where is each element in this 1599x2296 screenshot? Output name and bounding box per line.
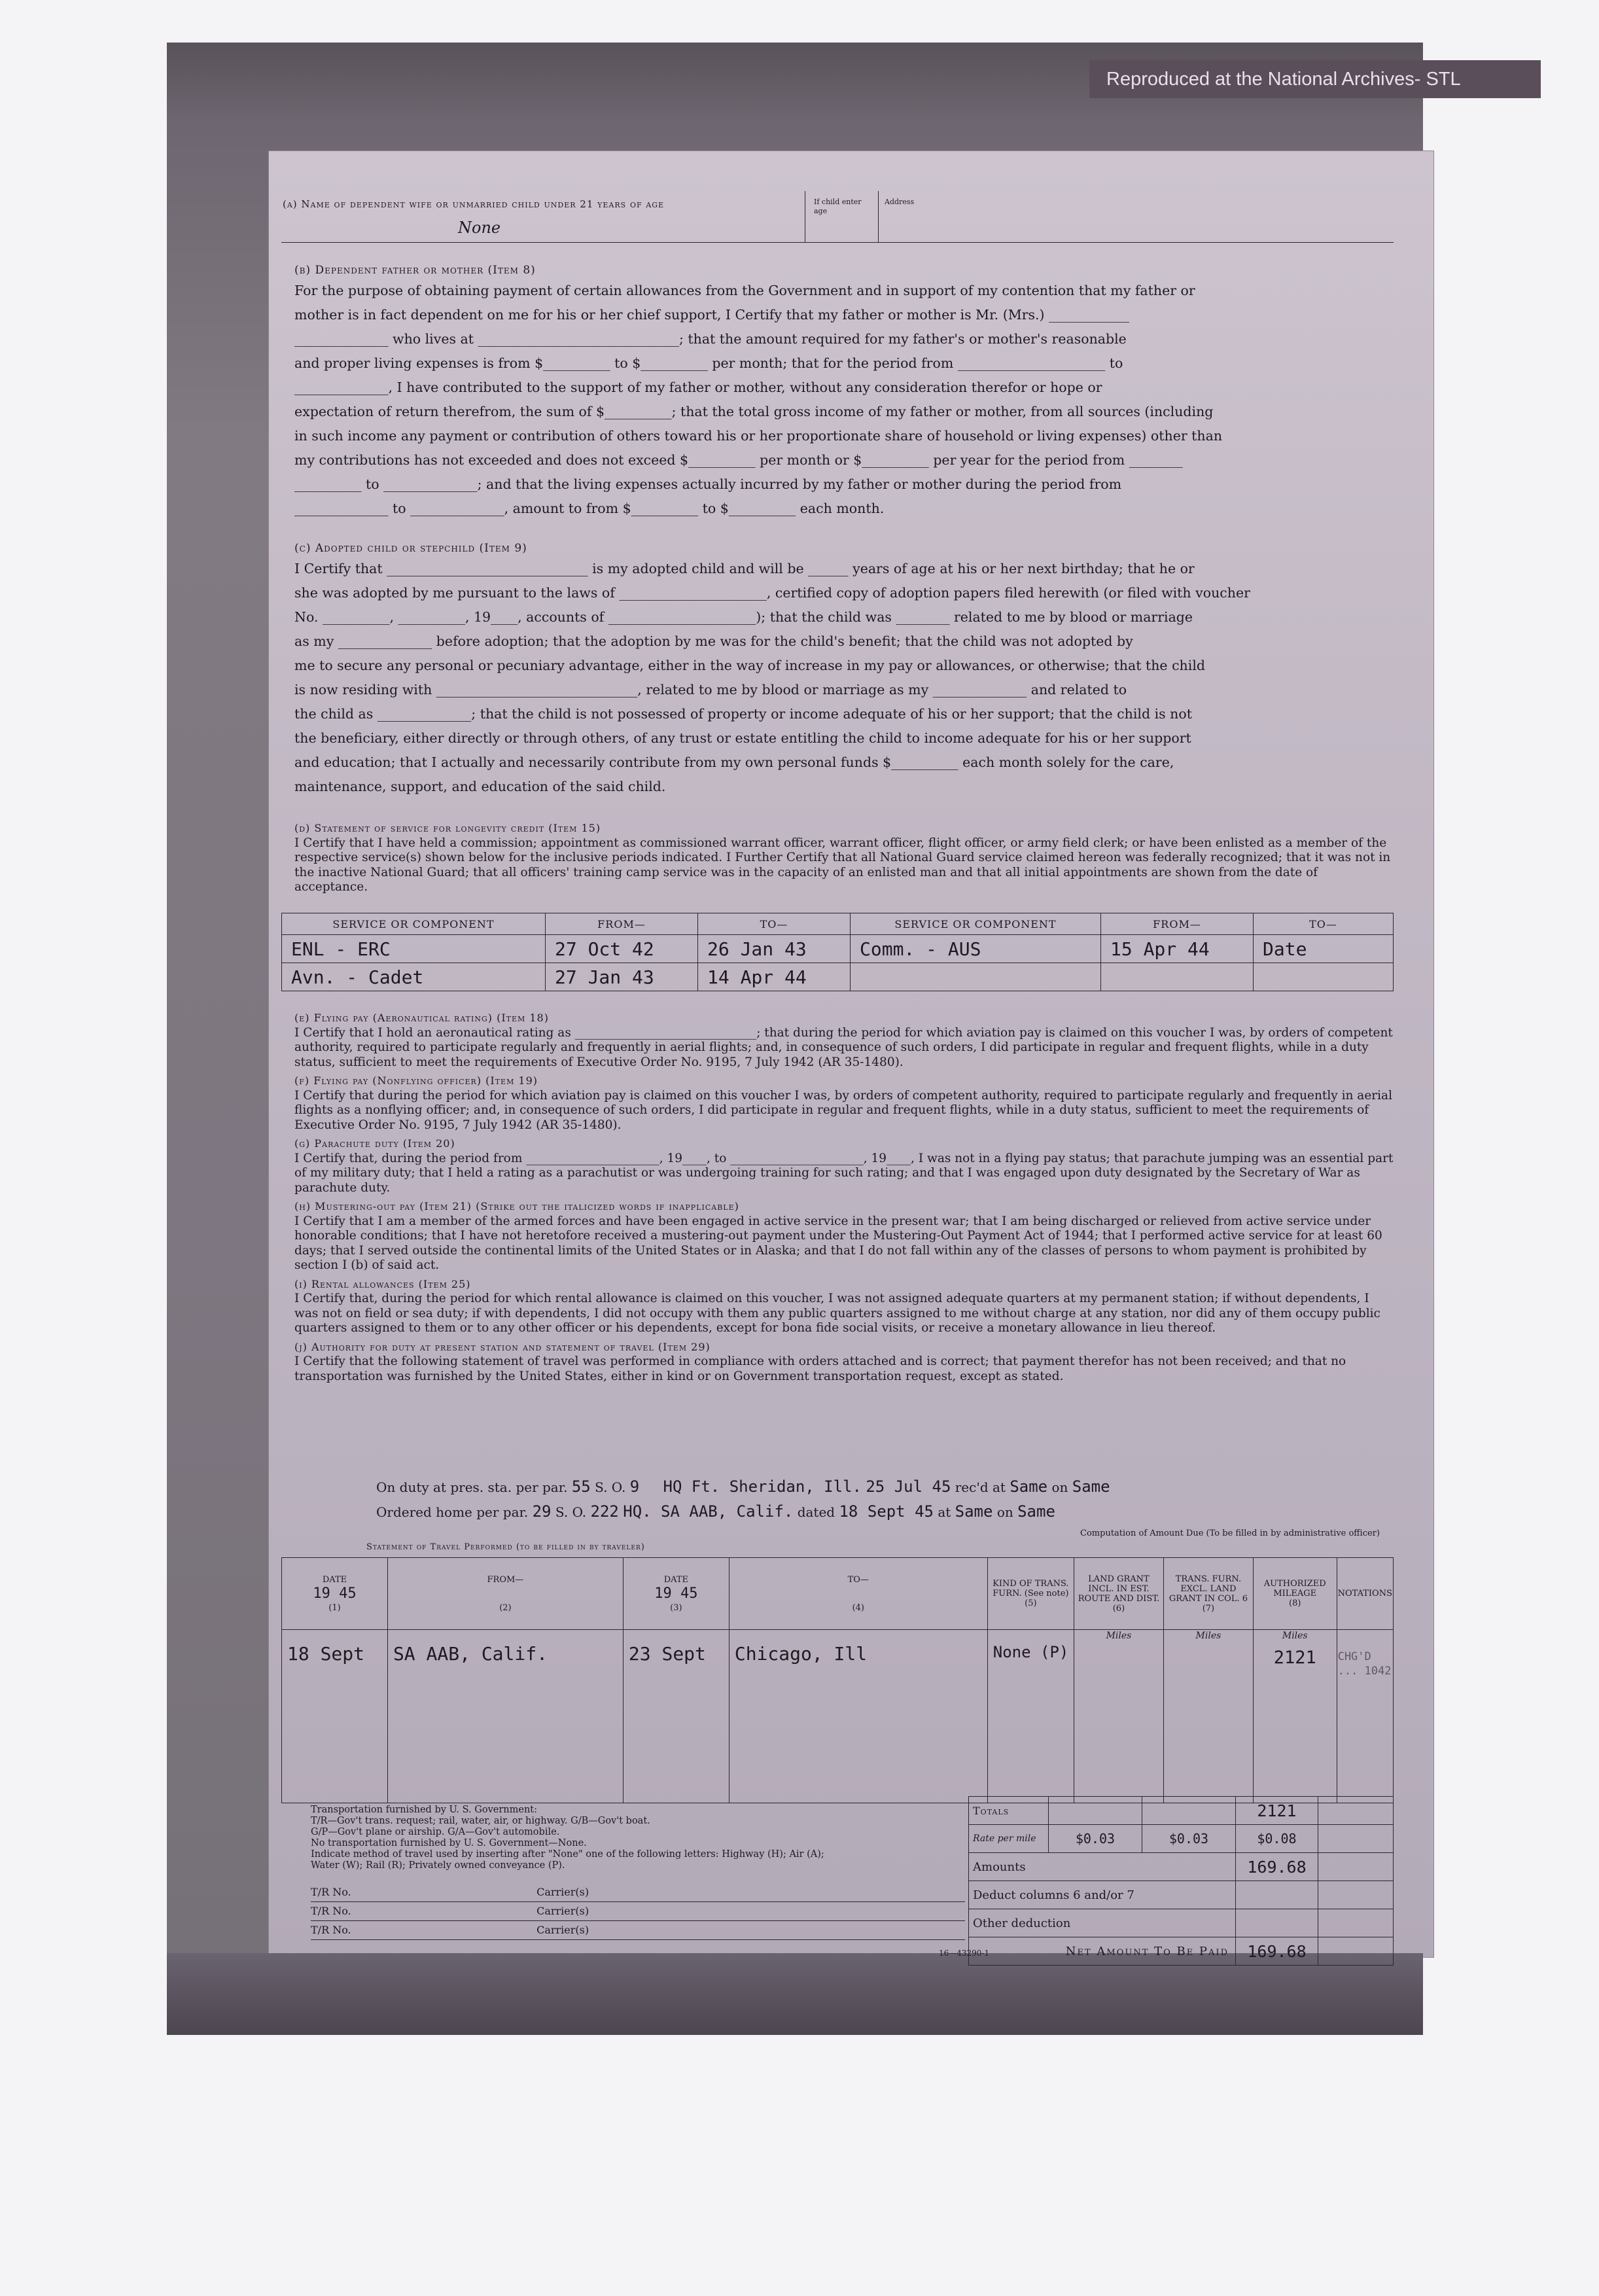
section-a xyxy=(281,191,1394,242)
sections-e-to-j xyxy=(294,1011,1394,1384)
section-a-label: (a) Name of dependent wife or unmarried child under 21 years of age xyxy=(283,198,665,210)
tr-row xyxy=(311,1921,965,1940)
col-header: NOTATIONS xyxy=(1337,1558,1393,1630)
tr-row xyxy=(311,1902,965,1921)
form-number: 16—43290-1 xyxy=(939,1949,990,1958)
col6-unit: Miles xyxy=(1074,1630,1163,1803)
tr-row xyxy=(311,1883,965,1902)
section-d xyxy=(294,821,1394,895)
col-top: FROM— xyxy=(487,1574,524,1585)
note-line: Indicate method of travel used by inserting after "None" one of the following letters: Highway (H); Air (A); xyxy=(311,1849,824,1860)
col-header: TO— xyxy=(1254,913,1394,935)
col-top: LAND GRANT INCL. IN EST. ROUTE AND DIST. xyxy=(1078,1574,1160,1604)
col-top: AUTHORIZED MILEAGE xyxy=(1263,1579,1326,1598)
amounts-value: 169.68 xyxy=(1236,1853,1318,1881)
section-i-text: I Certify that, during the period for which rental allowance is claimed on this voucher, I was not assigned adequate quarters at my permanent station; if without dependents, I was not on field or sea duty; if with dependents, I did not occupy with them any public quarters assigned to me without charge at any station, nor did any of them occupy public quarters assigned to them or to any other officer or his dependents, except for bona fide social visits, or receive a monetary allowance in lieu thereof. xyxy=(294,1292,1380,1335)
col-header xyxy=(729,1558,987,1630)
archives-watermark: Reproduced at the National Archives- STL xyxy=(1089,60,1541,98)
home-par: 29 xyxy=(532,1502,552,1521)
section-j-title: (j) Authority for duty at present station and statement of travel (Item 29) xyxy=(294,1340,711,1353)
amount-summary xyxy=(968,1796,1394,1966)
section-f-text: I Certify that during the period for which aviation pay is claimed on this voucher I was, by orders of competent authority, required to participate regularly and frequently in aerial flights as a nonflying officer; and, in consequence of such orders, I did participate in regular and frequent flights, while in a duty status, sufficient to meet the requirements of Executive Order No. 9195, 7 July 1942 (AR 35-1480). xyxy=(294,1088,1392,1132)
tr-carrier: Carrier(s) xyxy=(536,1905,589,1917)
amounts-label: Amounts xyxy=(969,1853,1236,1881)
table-row xyxy=(969,1909,1394,1937)
totals-label: Totals xyxy=(969,1797,1049,1825)
service-table-header xyxy=(282,913,1394,935)
section-c-line: she was adopted by me pursuant to the laws of ______________________, certified copy of adoption papers filed herewith (or filed with voucher xyxy=(294,585,1250,601)
duty-recd: Same xyxy=(1010,1477,1048,1496)
col7-unit: Miles xyxy=(1163,1630,1253,1803)
col-num: (7) xyxy=(1202,1603,1215,1614)
service-cell xyxy=(1101,963,1254,991)
other-deduction-label: Other deduction xyxy=(969,1909,1236,1937)
col-header xyxy=(282,1558,388,1630)
totals-value: 2121 xyxy=(1236,1797,1318,1825)
section-a-address-col: Address xyxy=(885,198,915,206)
section-c-line: the child as ______________; that the child is not possessed of property or income adequate of his or her support; that the child is not xyxy=(294,706,1192,722)
section-a-entry: None xyxy=(458,219,501,237)
transport-notes xyxy=(311,1805,965,1871)
home-hq: HQ. SA AAB, Calif. xyxy=(623,1502,794,1521)
section-c-line: I Certify that ______________________________ is my adopted child and will be ______ years of age at his or her next birthday; that he or xyxy=(294,561,1195,576)
col-top: DATE xyxy=(322,1574,347,1585)
travel-to: Chicago, Ill xyxy=(729,1630,987,1803)
col-year: 19 45 xyxy=(313,1585,357,1602)
duty-on: Same xyxy=(1072,1477,1110,1496)
col-year: 19 45 xyxy=(654,1585,698,1602)
col-header xyxy=(1163,1558,1253,1630)
col-header: SERVICE OR COMPONENT xyxy=(282,913,546,935)
service-cell xyxy=(851,963,1101,991)
note-line: Transportation furnished by U. S. Government: xyxy=(311,1805,538,1815)
home-line: Ordered home per par. 29 S. O. 222 HQ. SA AAB, Calif. dated 18 Sept 45 at Same on Same xyxy=(376,1502,1055,1521)
deduct-label: Deduct columns 6 and/or 7 xyxy=(969,1881,1236,1909)
tr-lines xyxy=(311,1883,965,1940)
duty-label: On duty at pres. sta. per par. xyxy=(376,1479,568,1495)
col-header: FROM— xyxy=(546,913,698,935)
col-header xyxy=(387,1558,623,1630)
section-b-line: in such income any payment or contribution of others toward his or her proportionate share of household or living expenses) other than xyxy=(294,428,1223,444)
col-num: (3) xyxy=(670,1602,682,1613)
travel-computation-header: Computation of Amount Due (To be filled in by administrative officer) xyxy=(1080,1528,1380,1538)
col-top: KIND OF TRANS. FURN. (See note) xyxy=(993,1579,1069,1598)
note-line: Water (W); Rail (R); Privately owned conveyance (P). xyxy=(311,1860,565,1871)
col-num: (1) xyxy=(328,1602,341,1613)
section-c-line: me to secure any personal or pecuniary advantage, either in the way of increase in my pay or allowances, or otherwise; that the child xyxy=(294,658,1205,673)
service-cell: 15 Apr 44 xyxy=(1101,935,1254,963)
travel-mileage-cell xyxy=(1253,1630,1337,1803)
section-c-line: No. __________, __________, 19____, accounts of ______________________); that the child was ________ related to me by blood or marriage xyxy=(294,609,1193,625)
tr-label: T/R No. xyxy=(311,1905,351,1917)
rate-col6: $0.03 xyxy=(1049,1825,1142,1853)
tr-label: T/R No. xyxy=(311,1924,351,1936)
col-header xyxy=(1253,1558,1337,1630)
section-c-line: is now residing with ______________________________, related to me by blood or marriage as my ______________ and related to xyxy=(294,682,1127,698)
col-header: TO— xyxy=(698,913,851,935)
home-on: Same xyxy=(1017,1502,1055,1521)
duty-line: On duty at pres. sta. per par. 55 S. O. 9 HQ Ft. Sheridan, Ill. 25 Jul 45 rec'd at Same on Same xyxy=(376,1477,1110,1496)
col-top: DATE xyxy=(663,1574,688,1585)
col-header xyxy=(1074,1558,1163,1630)
travel-notation xyxy=(1337,1630,1393,1803)
tr-carrier: Carrier(s) xyxy=(536,1924,589,1936)
service-table xyxy=(281,913,1394,991)
section-d-text: I Certify that I have held a commission; appointment as commissioned warrant officer, warrant officer, flight officer, or army field clerk; or have been enlisted as a member of the respective service(s) shown below for the inclusive periods indicated. I Further Certify that all National Guard service claimed hereon was federally recognized; that it was not in the inactive National Guard; that all officers' training camp service was in the capacity of an enlisted man and that all initial appointments are shown from the date of acceptance. xyxy=(294,836,1391,894)
home-so: 222 xyxy=(590,1502,619,1521)
section-h-title: (h) Mustering-out pay (Item 21) (Strike out the italicized words if inapplicable) xyxy=(294,1200,739,1212)
section-g-title: (g) Parachute duty (Item 20) xyxy=(294,1137,455,1150)
travel-statement-header: Statement of Travel Performed (to be filled in by traveler) xyxy=(366,1542,645,1552)
col-num: (4) xyxy=(852,1602,865,1613)
section-e-text: I Certify that I hold an aeronautical rating as ______________________________; that during the period for which aviation pay is claimed on this voucher I was, by orders of competent authority, required to participate regularly and frequently in aerial flights; and, in consequence of such orders, I did participate in regular and frequent flights, while in a duty status, sufficient to meet the requirements of Executive Order No. 9195, 7 July 1942 (AR 35-1480). xyxy=(294,1025,1393,1069)
travel-from: SA AAB, Calif. xyxy=(387,1630,623,1803)
table-row xyxy=(969,1881,1394,1909)
col-header xyxy=(623,1558,729,1630)
table-row xyxy=(969,1937,1394,1966)
table-row xyxy=(282,1630,1394,1803)
section-g-text: I Certify that, during the period from ______________________, 19____, to ______________________, 19____, I was not in a flying pay status; that parachute jumping was an essential part of my military duty; that I held a rating as a parachutist or was undergoing training for such rating; and that I was engaged upon duty designated by the Secretary of War as parachute duty. xyxy=(294,1151,1394,1195)
tr-label: T/R No. xyxy=(311,1886,351,1898)
service-cell: Date xyxy=(1254,935,1394,963)
service-cell: 14 Apr 44 xyxy=(698,963,851,991)
section-c-line: and education; that I actually and necessarily contribute from my own personal funds $__________ each month solely for the care, xyxy=(294,754,1174,770)
col8-unit: Miles xyxy=(1282,1631,1308,1641)
note-line: T/R—Gov't trans. request; rail, water, air, or highway. G/B—Gov't boat. xyxy=(311,1816,650,1826)
table-row xyxy=(969,1797,1394,1825)
service-cell xyxy=(1254,963,1394,991)
col-header xyxy=(987,1558,1074,1630)
duty-so: 9 xyxy=(629,1477,640,1496)
home-recd: Same xyxy=(955,1502,993,1521)
col-num: (8) xyxy=(1289,1598,1301,1608)
section-b-line: ______________, I have contributed to the support of my father or mother, without any consideration therefor or hope or xyxy=(294,380,1102,395)
section-e-title: (e) Flying pay (Aeronautical rating) (Item 18) xyxy=(294,1012,549,1024)
duty-par: 55 xyxy=(571,1477,591,1496)
section-b-title: (b) Dependent father or mother (Item 8) xyxy=(294,264,536,277)
service-cell: Avn. - Cadet xyxy=(282,963,546,991)
note-line: G/P—Gov't plane or airship. G/A—Gov't automobile. xyxy=(311,1827,560,1837)
section-b-line: expectation of return therefrom, the sum of $__________; that the total gross income of my father or mother, from all sources (including xyxy=(294,404,1214,419)
travel-kind: None (P) xyxy=(987,1630,1074,1803)
service-cell: Comm. - AUS xyxy=(851,935,1101,963)
travel-date-from: 18 Sept xyxy=(282,1630,388,1803)
service-cell: 27 Oct 42 xyxy=(546,935,698,963)
section-b-line: __________ to ______________; and that the living expenses actually incurred by my father or mother during the period from xyxy=(294,476,1122,492)
duty-hq: HQ Ft. Sheridan, Ill. xyxy=(663,1477,862,1496)
note-line: No transportation furnished by U. S. Government—None. xyxy=(311,1838,587,1848)
section-b-line: ______________ who lives at ______________________________; that the amount required for my father's or mother's reasonable xyxy=(294,331,1127,347)
tr-carrier: Carrier(s) xyxy=(536,1886,589,1898)
section-c-title: (c) Adopted child or stepchild (Item 9) xyxy=(294,542,527,555)
col-header: SERVICE OR COMPONENT xyxy=(851,913,1101,935)
section-b-line: my contributions has not exceeded and does not exceed $__________ per month or $__________ per year for the period from ________ xyxy=(294,452,1183,468)
table-row xyxy=(282,963,1394,991)
table-row xyxy=(282,935,1394,963)
rate-col8: $0.08 xyxy=(1236,1825,1318,1853)
travel-header-row xyxy=(282,1558,1394,1630)
service-cell: 27 Jan 43 xyxy=(546,963,698,991)
home-dated: 18 Sept 45 xyxy=(839,1502,934,1521)
section-c-line: as my ______________ before adoption; that the adoption by me was for the child's benefit; that the child was not adopted by xyxy=(294,633,1133,649)
service-cell: ENL - ERC xyxy=(282,935,546,963)
rate-col7: $0.03 xyxy=(1142,1825,1236,1853)
net-amount-value: 169.68 xyxy=(1236,1937,1318,1966)
rate-label: Rate per mile xyxy=(969,1825,1049,1853)
net-amount-label: Net Amount To Be Paid xyxy=(969,1937,1236,1966)
section-b-line: and proper living expenses is from $__________ to $__________ per month; that for the period from ______________________ to xyxy=(294,355,1123,371)
duty-dated: 25 Jul 45 xyxy=(866,1477,951,1496)
section-b-line: ______________ to ______________, amount to from $__________ to $__________ each month. xyxy=(294,501,885,516)
section-b xyxy=(294,262,1394,521)
travel-mileage: 2121 xyxy=(1273,1648,1316,1668)
section-b-line: mother is in fact dependent on me for his or her chief support, I Certify that my father or mother is Mr. (Mrs.) ____________ xyxy=(294,307,1130,323)
col-num: (5) xyxy=(1025,1598,1037,1608)
col-num: (2) xyxy=(499,1602,512,1613)
table-row xyxy=(969,1853,1394,1881)
travel-table xyxy=(281,1557,1394,1803)
col-num: (6) xyxy=(1112,1603,1125,1614)
service-cell: 26 Jan 43 xyxy=(698,935,851,963)
section-f-title: (f) Flying pay (Nonflying officer) (Item 19) xyxy=(294,1074,538,1087)
section-c-line: maintenance, support, and education of the said child. xyxy=(294,779,666,794)
col-header: FROM— xyxy=(1101,913,1254,935)
section-b-line: For the purpose of obtaining payment of certain allowances from the Government and in support of my contention that my father or xyxy=(294,283,1195,298)
section-i-title: (i) Rental allowances (Item 25) xyxy=(294,1277,471,1290)
col-top: TO— xyxy=(847,1574,869,1585)
home-label: Ordered home per par. xyxy=(376,1504,529,1520)
table-row xyxy=(969,1825,1394,1853)
section-d-title: (d) Statement of service for longevity credit (Item 15) xyxy=(294,822,601,834)
section-h-text: I Certify that I am a member of the armed forces and have been engaged in active service in the present war; that I am being discharged or relieved from active service under honorable conditions; that I have not heretofore received a mustering-out payment under the Mustering-Out Payment Act of 1944; that I performed active service for at least 60 days; that I served outside the continental limits of the United States or in Alaska; and that I do not fall within any of the classes of persons to whom payment is prohibited by section I (b) of said act. xyxy=(294,1214,1382,1272)
section-j-text: I Certify that the following statement of travel was performed in compliance with orders attached and is correct; that payment therefor has not been received; and that no transportation was furnished by the United States, either in kind or on Government transportation request, except as stated. xyxy=(294,1354,1346,1383)
travel-date-to: 23 Sept xyxy=(623,1630,729,1803)
section-a-age-col: If child enter age xyxy=(814,198,862,215)
notation-stamp: CHG'D ... 1042 xyxy=(1337,1650,1392,1678)
col-top: TRANS. FURN. EXCL. LAND GRANT IN COL. 6 xyxy=(1168,1574,1248,1604)
section-c-line: the beneficiary, either directly or through others, of any trust or estate entitling the child to income adequate for his or her support xyxy=(294,730,1191,746)
section-c xyxy=(294,540,1394,799)
